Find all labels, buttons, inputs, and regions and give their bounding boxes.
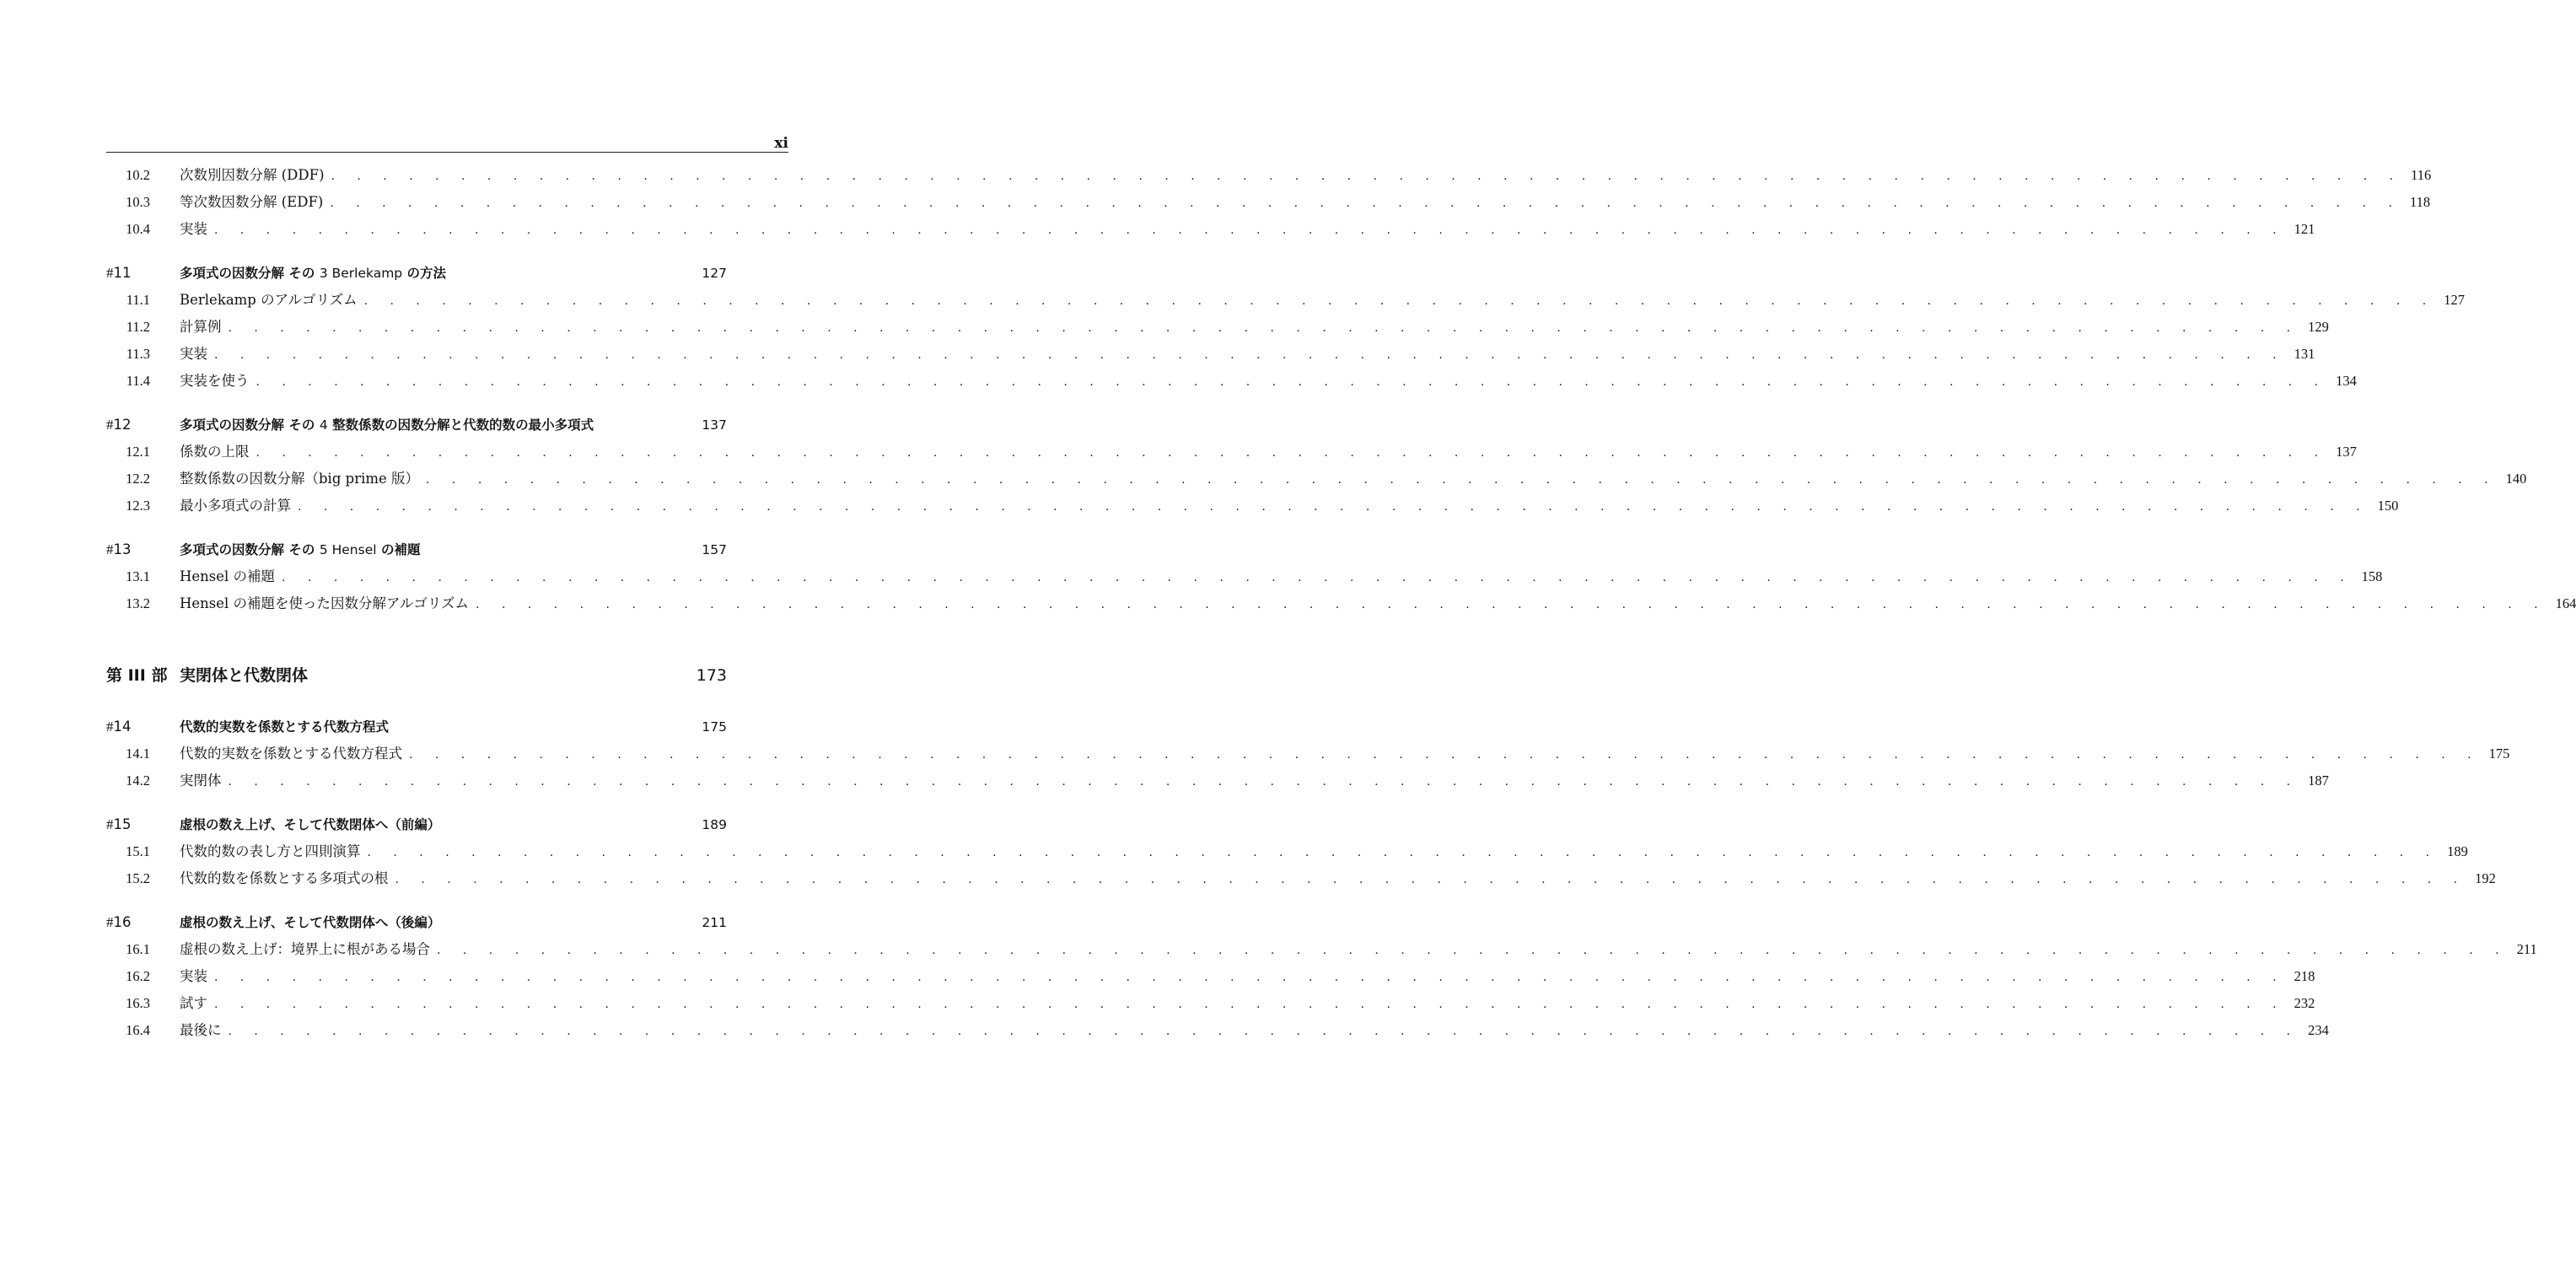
toc-page-number: 137 — [702, 417, 727, 433]
toc-page-number: 175 — [2488, 746, 2510, 762]
toc-page-number: 234 — [2308, 1022, 2329, 1038]
toc-page-number: 187 — [2308, 772, 2329, 789]
chapter-hash: # — [106, 816, 114, 832]
dot-leader: . . . . . . . . . . . . . . . . . . . . . . . . . . . . . . . . . . . . . . . . . . . . . . . . . . . . . . . . . . . . . . . . . . . . . . . . . . . . . . . . — [331, 170, 2403, 183]
dot-leader: . . . . . . . . . . . . . . . . . . . . . . . . . . . . . . . . . . . . . . . . . . . . . . . . . . . . . . . . . . . . . . . . . . . . . . . . . . . . . . . . — [255, 446, 2328, 460]
section-title: 実閉体 — [180, 772, 222, 789]
section-number: 15.1 — [126, 843, 150, 859]
dot-leader: . . . . . . . . . . . . . . . . . . . . . . . . . . . . . . . . . . . . . . . . . . . . . . . . . . . . . . . . . . . . . . . . . . . . . . . . . . . . . . . . — [255, 375, 2328, 389]
toc-page-number: 232 — [2294, 995, 2315, 1011]
section-number: 13.1 — [126, 568, 150, 584]
table-of-contents — [106, 162, 2576, 1044]
toc-page-number: 157 — [702, 542, 727, 557]
chapter-hash: # — [106, 914, 114, 930]
toc-page-number: 129 — [2308, 319, 2329, 335]
chapter-number-value: 14 — [113, 719, 132, 735]
section-number: 10.3 — [126, 194, 150, 210]
header-rule — [106, 152, 788, 153]
toc-section-entry[interactable] — [106, 189, 2431, 216]
chapter-number — [106, 412, 174, 439]
toc-section-entry[interactable] — [106, 838, 2468, 865]
section-number: 12.1 — [126, 444, 150, 460]
dot-leader: . . . . . . . . . . . . . . . . . . . . . . . . . . . . . . . . . . . . . . . . . . . . . . . . . . . . . . . . . . . . . . . . . . . . . . . . . . . . . . . . — [437, 944, 2509, 957]
section-title: 実装 — [180, 346, 207, 362]
toc-section-entry[interactable] — [106, 936, 2537, 963]
toc-section-entry[interactable] — [106, 865, 2496, 892]
chapter-number-value: 15 — [113, 816, 132, 832]
dot-leader: . . . . . . . . . . . . . . . . . . . . . . . . . . . . . . . . . . . . . . . . . . . . . . . . . . . . . . . . . . . . . . . . . . . . . . . . . . . . . . . . — [214, 971, 2286, 984]
section-title: 等次数因数分解 (EDF) — [180, 194, 324, 210]
toc-section-entry[interactable] — [106, 341, 2315, 368]
toc-page-number: 150 — [2377, 498, 2399, 514]
toc-page-number: 121 — [2294, 221, 2315, 237]
chapter-title-number: 5 Hensel — [319, 542, 377, 557]
section-number: 16.3 — [126, 995, 150, 1011]
toc-section-entry[interactable] — [106, 963, 2315, 990]
chapter-number — [106, 536, 174, 563]
toc-chapter-entry[interactable] — [106, 909, 727, 936]
chapter-number — [106, 713, 174, 740]
dot-leader: . . . . . . . . . . . . . . . . . . . . . . . . . . . . . . . . . . . . . . . . . . . . . . . . . . . . . . . . . . . . . . . . . . . . . . . . . . . . . . . . — [214, 998, 2286, 1011]
section-number: 11.1 — [126, 292, 150, 308]
toc-section-entry[interactable] — [106, 493, 2399, 519]
dot-leader: . . . . . . . . . . . . . . . . . . . . . . . . . . . . . . . . . . . . . . . . . . . . . . . . . . . . . . . . . . . . . . . . . . . . . . . . . . . . . . . . — [214, 348, 2286, 362]
section-number: 13.2 — [126, 595, 150, 611]
section-title: 実装を使う — [180, 373, 250, 389]
chapter-title-part: 多項式の因数分解 その — [180, 542, 315, 557]
toc-page-number: 175 — [702, 719, 727, 735]
section-title: 係数の上限 — [180, 444, 250, 460]
chapter-title — [180, 811, 440, 838]
toc-chapter-entry[interactable] — [106, 536, 727, 563]
chapter-title-part: 整数係数の因数分解と代数的数の最小多項式 — [332, 417, 594, 433]
toc-section-entry[interactable] — [106, 767, 2329, 794]
toc-section-entry[interactable] — [106, 1017, 2329, 1044]
dot-leader: . . . . . . . . . . . . . . . . . . . . . . . . . . . . . . . . . . . . . . . . . . . . . . . . . . . . . . . . . . . . . . . . . . . . . . . . . . . . . . . . — [228, 775, 2300, 789]
toc-page-number: 158 — [2361, 568, 2383, 584]
toc-page-number: 173 — [696, 666, 727, 685]
chapter-title — [180, 713, 389, 740]
section-title: 最後に — [180, 1022, 222, 1038]
toc-section-entry[interactable] — [106, 466, 2527, 493]
section-title: Berlekamp のアルゴリズム — [180, 292, 358, 308]
section-number: 10.4 — [126, 221, 150, 237]
toc-section-entry[interactable] — [106, 368, 2357, 395]
toc-page-number: 211 — [702, 915, 727, 930]
toc-section-entry[interactable] — [106, 590, 2576, 617]
chapter-title-part: の補題 — [380, 542, 421, 557]
chapter-title-part: 代数的実数を係数とする代数方程式 — [180, 719, 390, 735]
toc-chapter-entry[interactable] — [106, 412, 727, 439]
chapter-number-value: 12 — [113, 417, 132, 433]
toc-chapter-entry[interactable] — [106, 713, 727, 740]
dot-leader: . . . . . . . . . . . . . . . . . . . . . . . . . . . . . . . . . . . . . . . . . . . . . . . . . . . . . . . . . . . . . . . . . . . . . . . . . . . . . . . . — [476, 598, 2547, 611]
toc-page-number: 189 — [702, 817, 727, 832]
toc-page-number: 211 — [2516, 941, 2537, 957]
section-number: 11.3 — [126, 346, 150, 362]
part-number: 第 III 部 — [106, 666, 168, 685]
chapter-title-number: 3 Berlekamp — [319, 266, 403, 281]
chapter-title-part: 多項式の因数分解 その — [180, 266, 315, 281]
toc-section-entry[interactable] — [106, 287, 2465, 314]
section-title: 試す — [180, 995, 207, 1011]
chapter-title — [180, 412, 594, 439]
section-title: 代数的実数を係数とする代数方程式 — [180, 746, 402, 762]
section-title: 計算例 — [180, 319, 222, 335]
chapter-number — [106, 811, 174, 838]
chapter-number — [106, 260, 174, 287]
dot-leader: . . . . . . . . . . . . . . . . . . . . . . . . . . . . . . . . . . . . . . . . . . . . . . . . . . . . . . . . . . . . . . . . . . . . . . . . . . . . . . . . — [228, 1025, 2300, 1038]
chapter-hash: # — [106, 265, 114, 281]
section-number: 10.2 — [126, 167, 150, 183]
toc-page-number: 118 — [2409, 194, 2431, 210]
toc-part-entry[interactable] — [106, 654, 727, 697]
dot-leader: . . . . . . . . . . . . . . . . . . . . . . . . . . . . . . . . . . . . . . . . . . . . . . . . . . . . . . . . . . . . . . . . . . . . . . . . . . . . . . . . — [228, 321, 2300, 335]
section-title: 次数別因数分解 (DDF) — [180, 167, 325, 183]
dot-leader: . . . . . . . . . . . . . . . . . . . . . . . . . . . . . . . . . . . . . . . . . . . . . . . . . . . . . . . . . . . . . . . . . . . . . . . . . . . . . . . . — [395, 873, 2467, 886]
section-number: 11.2 — [126, 319, 150, 335]
dot-leader: . . . . . . . . . . . . . . . . . . . . . . . . . . . . . . . . . . . . . . . . . . . . . . . . . . . . . . . . . . . . . . . . . . . . . . . . . . . . . . . . — [367, 846, 2439, 859]
section-title: Hensel の補題 — [180, 568, 276, 584]
chapter-title-part: 虚根の数え上げ、そして代数閉体へ（後編） — [180, 915, 441, 930]
toc-page-number: 134 — [2336, 373, 2357, 389]
dot-leader: . . . . . . . . . . . . . . . . . . . . . . . . . . . . . . . . . . . . . . . . . . . . . . . . . . . . . . . . . . . . . . . . . . . . . . . . . . . . . . . . — [363, 294, 2436, 308]
toc-page-number: 127 — [2444, 292, 2465, 308]
toc-section-entry[interactable] — [106, 563, 2383, 590]
chapter-number-value: 11 — [113, 265, 132, 281]
section-title: 代数的数の表し方と四則演算 — [180, 843, 361, 859]
toc-section-entry[interactable] — [106, 439, 2357, 466]
chapter-hash: # — [106, 417, 114, 433]
chapter-hash: # — [106, 719, 114, 735]
section-title: 最小多項式の計算 — [180, 498, 291, 514]
chapter-number-value: 13 — [113, 541, 132, 557]
chapter-title — [180, 536, 420, 563]
toc-page-number: 189 — [2447, 843, 2468, 859]
section-number: 16.4 — [126, 1022, 150, 1038]
dot-leader: . . . . . . . . . . . . . . . . . . . . . . . . . . . . . . . . . . . . . . . . . . . . . . . . . . . . . . . . . . . . . . . . . . . . . . . . . . . . . . . . — [282, 571, 2353, 584]
section-title: 実装 — [180, 221, 207, 237]
toc-page-number: 164 — [2555, 595, 2576, 611]
toc-section-entry[interactable] — [106, 740, 2510, 767]
page-number: xi — [774, 135, 788, 152]
section-number: 12.2 — [126, 471, 150, 487]
section-number: 15.2 — [126, 870, 150, 886]
chapter-title-part: 多項式の因数分解 その — [180, 417, 315, 433]
dot-leader: . . . . . . . . . . . . . . . . . . . . . . . . . . . . . . . . . . . . . . . . . . . . . . . . . . . . . . . . . . . . . . . . . . . . . . . . . . . . . . . . — [330, 196, 2401, 210]
section-number: 12.3 — [126, 498, 150, 514]
toc-section-entry[interactable] — [106, 990, 2315, 1017]
section-number: 14.1 — [126, 746, 150, 762]
chapter-number — [106, 909, 174, 936]
toc-chapter-entry[interactable] — [106, 811, 727, 838]
chapter-title — [180, 260, 446, 287]
toc-page-number: 192 — [2475, 870, 2496, 886]
section-number: 14.2 — [126, 772, 150, 789]
toc-section-entry[interactable] — [106, 162, 2432, 189]
section-number: 16.1 — [126, 941, 150, 957]
toc-section-entry[interactable] — [106, 216, 2315, 243]
chapter-title — [180, 909, 440, 936]
section-number: 11.4 — [126, 373, 150, 389]
toc-page-number: 127 — [702, 266, 727, 281]
section-title: 虚根の数え上げ：境界上に根がある場合 — [180, 941, 430, 957]
toc-page-number: 131 — [2294, 346, 2315, 362]
dot-leader: . . . . . . . . . . . . . . . . . . . . . . . . . . . . . . . . . . . . . . . . . . . . . . . . . . . . . . . . . . . . . . . . . . . . . . . . . . . . . . . . — [214, 223, 2286, 237]
dot-leader: . . . . . . . . . . . . . . . . . . . . . . . . . . . . . . . . . . . . . . . . . . . . . . . . . . . . . . . . . . . . . . . . . . . . . . . . . . . . . . . . — [298, 500, 2369, 514]
part-title: 実閉体と代数閉体 — [180, 666, 309, 685]
section-title: 整数係数の因数分解（big prime 版） — [180, 471, 420, 487]
toc-page-number: 140 — [2505, 471, 2527, 487]
section-title: 実装 — [180, 968, 207, 984]
chapter-hash: # — [106, 541, 114, 557]
section-number: 16.2 — [126, 968, 150, 984]
toc-page-number: 137 — [2336, 444, 2357, 460]
section-title: Hensel の補題を使った因数分解アルゴリズム — [180, 595, 470, 611]
chapter-number-value: 16 — [113, 914, 132, 930]
toc-chapter-entry[interactable] — [106, 260, 727, 287]
toc-page-number: 218 — [2294, 968, 2315, 984]
toc-section-entry[interactable] — [106, 314, 2329, 341]
dot-leader: . . . . . . . . . . . . . . . . . . . . . . . . . . . . . . . . . . . . . . . . . . . . . . . . . . . . . . . . . . . . . . . . . . . . . . . . . . . . . . . . — [409, 748, 2481, 762]
chapter-title-part: の方法 — [406, 266, 447, 281]
dot-leader: . . . . . . . . . . . . . . . . . . . . . . . . . . . . . . . . . . . . . . . . . . . . . . . . . . . . . . . . . . . . . . . . . . . . . . . . . . . . . . . . — [426, 473, 2498, 487]
chapter-title-part: 虚根の数え上げ、そして代数閉体へ（前編） — [180, 817, 441, 832]
section-title: 代数的数を係数とする多項式の根 — [180, 870, 389, 886]
chapter-title-number: 4 — [319, 417, 328, 433]
toc-page-number: 116 — [2411, 167, 2432, 183]
